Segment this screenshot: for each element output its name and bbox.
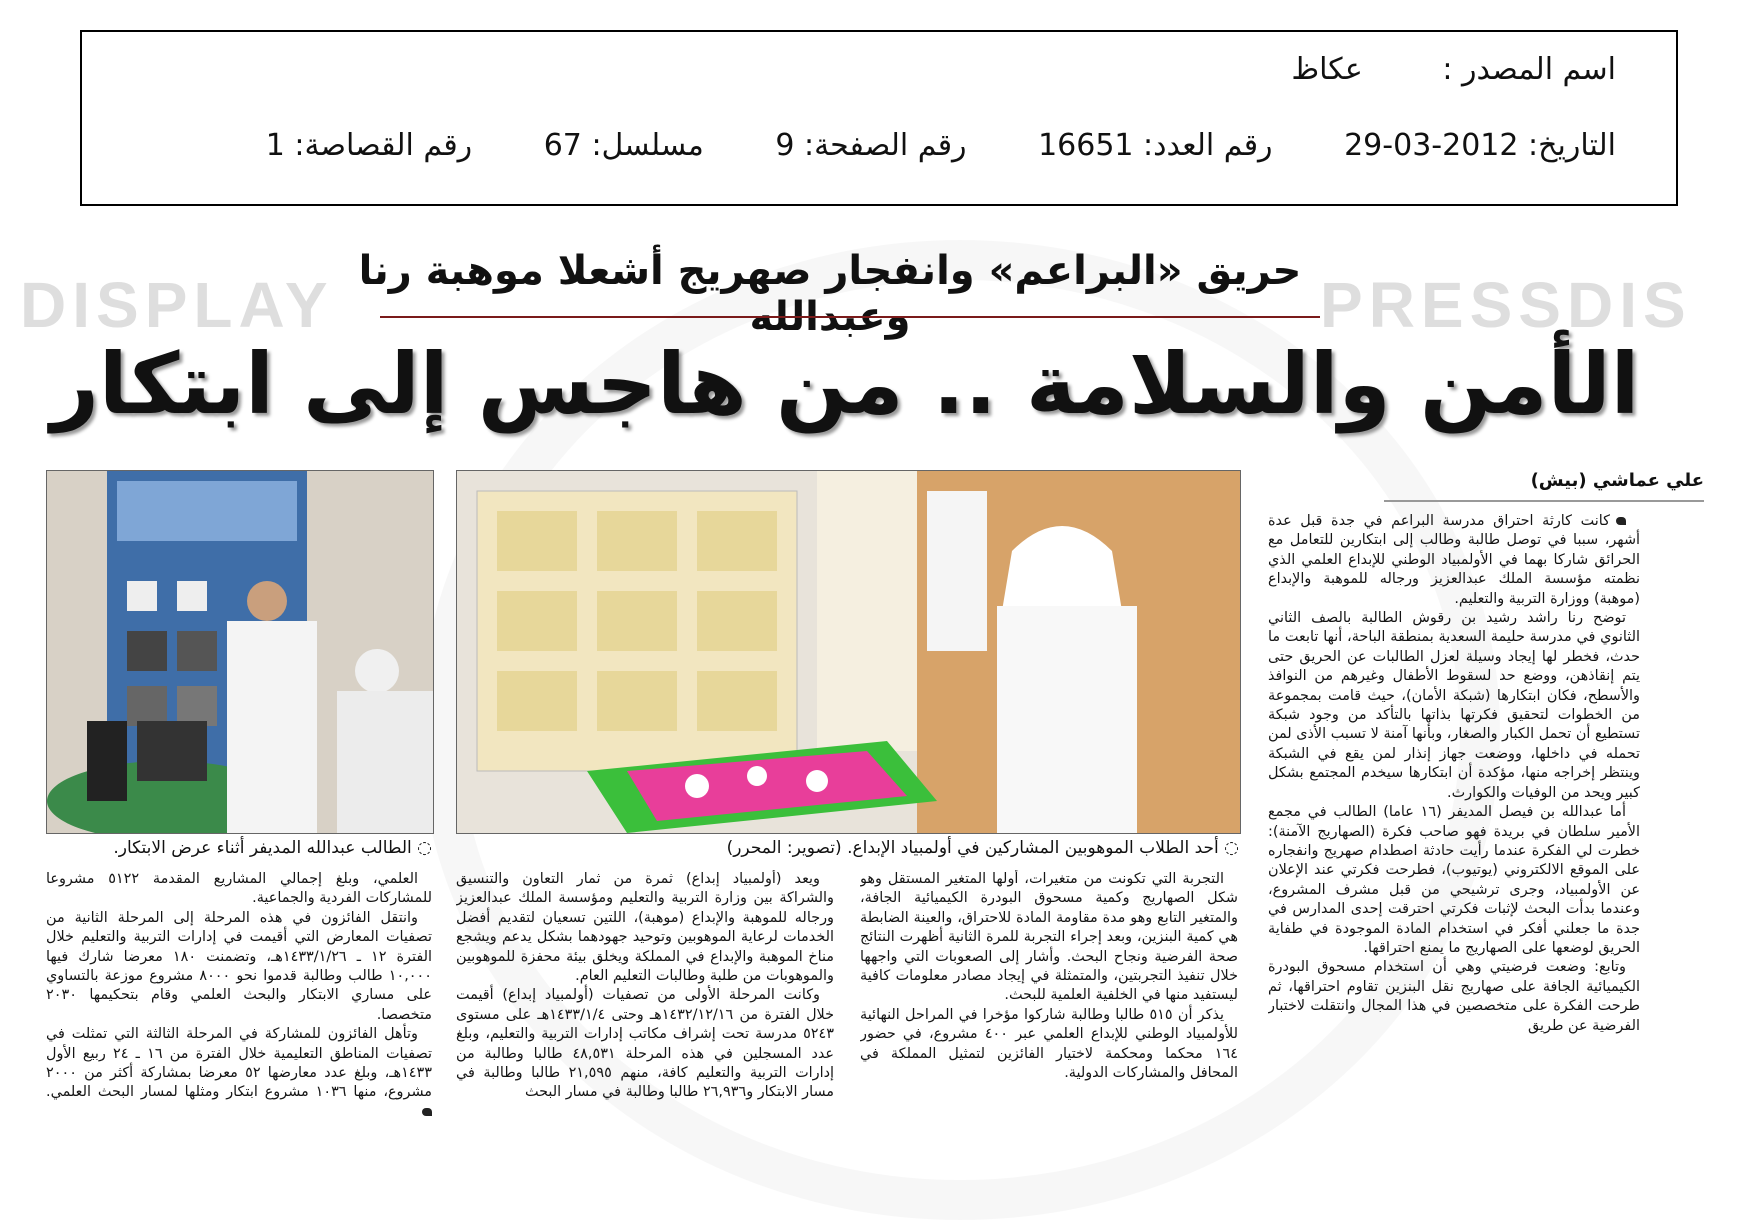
photo-talented-student <box>456 470 1241 834</box>
paragraph: ويعد (أولمبياد إبداع) ثمرة من ثمار التعاون والتنسيق والشراكة بين وزارة التربية والتعليم ومؤسسة الملك عبدالعزيز ورجاله للموهبة والإبداع (موهبة)، اللتين تسعيان لتقديم أفضل الخدمات لرعاية الموهوبين وتوحيد جهودهما بشكل يدعم ويشجع مناخ الموهبة والإبداع في المملكة ويخلق بيئة محفزة للموهوبين والموهوبات من طلبة وطالبات التعليم العام. <box>456 871 834 985</box>
watermark-text-right: PRESSDIS <box>1320 269 1692 341</box>
caption-text-1: الطالب عبدالله المديفر أثناء عرض الابتكار. <box>113 838 412 858</box>
caption-text-2: أحد الطلاب الموهوبين المشاركين في أولمبياد الإبداع. <box>847 838 1219 858</box>
paragraph: يذكر أن ٥١٥ طالبا وطالبة شاركوا مؤخرا في المراحل النهائية للأولمبياد الوطني للإبداع العلمي عبر ٤٠٠ مشروع، في حضور ١٦٤ محكما ومحكمة لاختيار الفائزين لتمثيل المملكة في المحافل والمشاركات الدولية. <box>860 1006 1238 1082</box>
paragraph: أما عبدالله بن فيصل المديفر (١٦ عاما) الطالب في مجمع الأمير سلطان في بريدة فهو صاحب فكرة (الصهاريج الآمنة): خطرت لي الفكرة عندما رأيت حادثة اصطدام صهريج وانفجاره على الموقع الالكتروني (يوتيوب)، فطرحت فكرتي عند الإعلان عن الأولمبياد، وجرى ترشيحي من قبل مشرف المشروع، وعندما بدأت البحث لإثبات فكرتي احترقت إحدى المدارس في جدة ما جعلني أفكر في استخدام المادة الموجودة في طفاية الحريق لوضعها على الصهاريج ما يمنع احتراقها. <box>1268 804 1640 956</box>
paragraph-text: وتأهل الفائزون للمشاركة في المرحلة الثالثة التي تمثلت في تصفيات المناطق التعليمية خلال الفترة من ١٦ ـ ٢٤ ربيع الأول ١٤٣٣هـ، وبلغ عدد معارضها ٥٢ معرضا بمشاركة أكثر من ٢٠٠٠ مشروع، منها ١٠٣٦ مشروع ابتكار ومثلها لمسار البحث العلمي. <box>46 1026 432 1101</box>
paragraph: وتابع: وضعت فرضيتي وهي أن استخدام مسحوق البودرة الكيميائية الجافة على صهاريج نقل البنزين تقاوم احتراقها، ثم طرحت الفكرة على متخصصين في هذا المجال وانتقلت لاختبار الفرضية عن طريق <box>1268 959 1640 1034</box>
paragraph: التجربة التي تكونت من متغيرات، أولها المتغير المستقل وهو شكل الصهاريج وكمية مسحوق البودرة الكيميائية الجافة، والمتغير التابع وهو مدة مقاومة المادة للاحتراق، والعينة الضابطة هي كمية البنزين، وبعد إجراء التجربة للمرة الثانية أظهرت النتائج صحة الفرضية ونجاح البحث. وأشار إلى الصعوبات التي واجهها خلال تنفيذ التجربتين، والمتمثلة في إيجاد مصادر معلومات كافية ليستفيد منها في الخلفية العلمية للبحث. <box>860 871 1238 1004</box>
paragraph: وكانت المرحلة الأولى من تصفيات (أولمبياد إبداع) أقيمت خلال الفترة من ١٤٣٢/١٢/١٦هـ وحتى ١٤٣٣/١/٤هـ على مستوى ٥٢٤٣ مدرسة تحت إشراف مكاتب إدارات التربية والتعليم، وبلغ عدد المسجلين في هذه المرحلة ٤٨,٥٣١ طالبا وطالبة من إدارات التربية والتعليم كافة، منهم ٢١,٥٩٥ طالبا وطالبة في مسار الابتكار و٢٦,٩٣٦ طالبا وطالبة في مسار البحث <box>456 987 834 1101</box>
paragraph <box>1268 512 1640 609</box>
article-column-2 <box>860 870 1238 1178</box>
byline-divider <box>1384 500 1704 502</box>
source-label: اسم المصدر : <box>1442 52 1616 87</box>
article-column-4 <box>46 870 432 1178</box>
caption-bullet-icon: ◌ <box>411 838 432 858</box>
photo-caption-2 <box>456 838 1239 858</box>
byline: علي عماشي (بيش) <box>1530 470 1704 491</box>
kicker-divider <box>380 316 1320 318</box>
article-column-1 <box>1268 512 1640 1178</box>
watermark-text-left: DISPLAY <box>20 269 334 341</box>
metadata-row <box>266 128 1616 163</box>
paragraph-bullet-icon <box>1616 517 1626 525</box>
photo-talented-student-illustration <box>457 471 1240 833</box>
source-name: عكاظ <box>1291 52 1363 87</box>
clip-number-field: رقم القصاصة: 1 <box>265 128 473 163</box>
article-column-3 <box>456 870 834 1178</box>
caption-bullet-icon: ◌ <box>1218 838 1239 858</box>
kicker-headline: حريق «البراعم» وانفجار صهريج أشعلا موهبة رنا وعبدالله <box>358 248 1302 340</box>
date-field: التاريخ: 2012-03-29 <box>1344 128 1616 163</box>
serial-field: مسلسل: 67 <box>543 128 704 163</box>
paragraph: توضح رنا راشد رشيد بن رقوش الطالبة بالصف الثاني الثانوي في مدرسة حليمة السعدية بمنطقة الباحة، أنها تابعت ما حدث، فخطر لها إيجاد وسيلة لعزل الطالبات عن الحريق حتى يتم إنقاذهن، ووضع حد لسقوط الأطفال وغيرهم من النوافذ والأسطح، فكان ابتكارها (شبكة الأمان)، حيث قامت بمجموعة من الخطوات لتحقيق فكرتها بذاتها بالتأكد من وجود شبكة تستطيع أن تحمل الكبار والصغار، وبأنها آمنة لا تسبب الأذى لمن تحمله في داخلها، ووضعت جهاز إنذار لمن يقع في الشبكة وينتظر إخراجه منها، مؤكدة أن ابتكارها سيخدم المجتمع بشكل كبير ويحد من الوفيات والكوارث. <box>1268 610 1640 801</box>
issue-number-field: رقم العدد: 16651 <box>1038 128 1273 163</box>
paragraph: وانتقل الفائزون في هذه المرحلة إلى المرحلة الثانية من تصفيات المعارض التي أقيمت في إدارات التربية والتعليم خلال الفترة ١٢ ـ ١٤٣٣/١/٢٦هـ، وتضمنت ١٨٠ معرضا شارك فيها ١٠,٠٠٠ طالب وطالبة قدموا نحو ٨٠٠٠ مشروع موزعة بالتساوي على مساري الابتكار والبحث العلمي وقام بتحكيمها ٢٠٣٠ متخصصا. <box>46 909 432 1023</box>
photo-student-exhibition-illustration <box>47 471 433 833</box>
photo-caption-1 <box>46 838 432 858</box>
paragraph: العلمي، وبلغ إجمالي المشاريع المقدمة ٥١٢٢ مشروعا للمشاركات الفردية والجماعية. <box>46 871 432 907</box>
end-mark-icon <box>422 1108 432 1116</box>
photo-credit: (تصوير: المحرر) <box>726 838 842 858</box>
source-row <box>1291 52 1616 87</box>
page-number-field: رقم الصفحة: 9 <box>775 128 967 163</box>
photo-student-exhibition <box>46 470 434 834</box>
paragraph <box>46 1025 432 1122</box>
source-info-box <box>80 30 1678 206</box>
main-headline: الأمن والسلامة .. من هاجس إلى ابتكار <box>50 335 1640 433</box>
paragraph-text: كانت كارثة احتراق مدرسة البراعم في جدة قبل عدة أشهر، سببا في توصل طالبة وطالب إلى ابتكارين للتعامل مع الحرائق شاركا بهما في الأولمبياد الوطني للإبداع العلمي الذي نظمته مؤسسة الملك عبدالعزيز ورجاله للموهبة والإبداع (موهبة) ووزارة التربية والتعليم. <box>1268 513 1640 607</box>
